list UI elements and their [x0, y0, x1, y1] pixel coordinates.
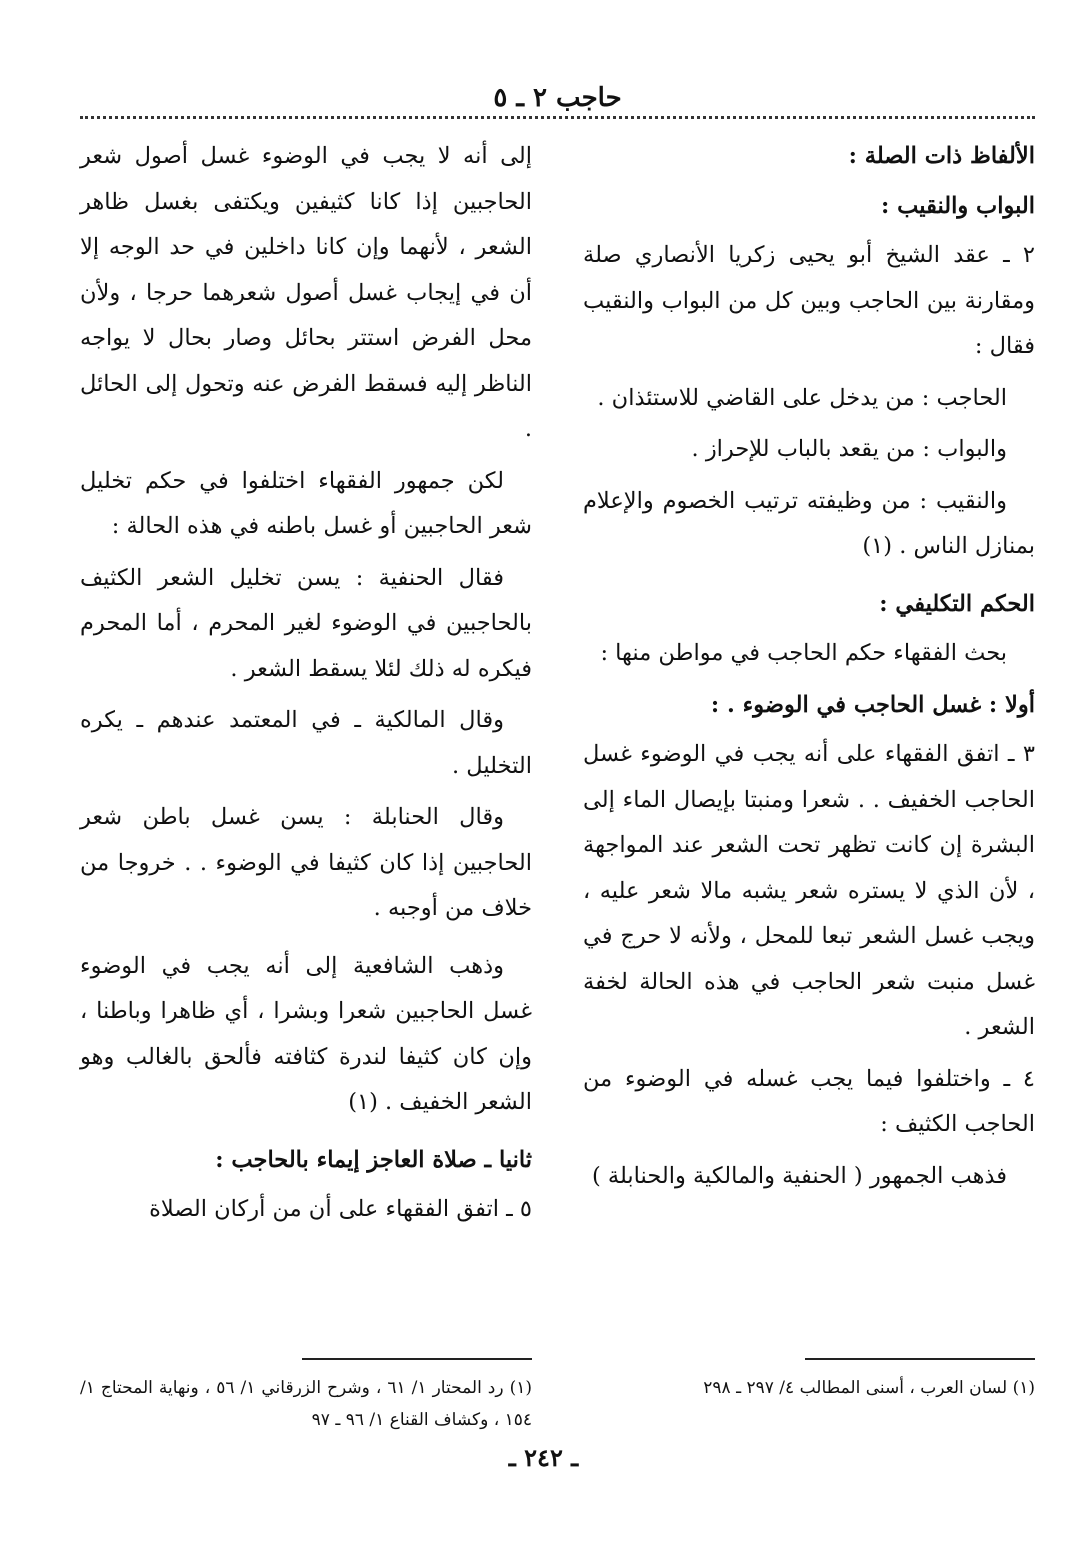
section-heading: أولا : غسل الحاجب في الوضوء . :	[710, 691, 1035, 718]
paragraph: ٥ ـ اتفق الفقهاء على أن من أركان الصلاة	[149, 1196, 532, 1222]
footnote: (١) لسان العرب ، أسنى المطالب ٤/ ٢٩٧ ـ ٢٩٨	[703, 1378, 1035, 1398]
paragraph: والنقيب : من وظيفته ترتيب الخصوم والإعلام بمنازل الناس . (١)	[583, 487, 1035, 559]
paragraph: الحاجب : من يدخل على القاضي للاستئذان .	[597, 384, 1007, 411]
section-heading: البواب والنقيب :	[881, 192, 1035, 219]
paragraph: وذهب الشافعية إلى أنه يجب في الوضوء غسل الحاجبين شعرا وبشرا ، أي ظاهرا وباطنا ، وإن كان كثيفا لندرة كثافته فألحق بالغالب وهو الشعر الخفيف . (١)	[80, 952, 532, 1115]
paragraph: وقال المالكية ـ في المعتمد عندهم ـ يكره التخليل .	[80, 707, 532, 779]
paragraph: لكن جمهور الفقهاء اختلفوا في حكم تخليل شعر الحاجبين أو غسل باطنه في هذه الحالة :	[80, 467, 532, 539]
paragraph: وقال الحنابلة : يسن غسل باطن شعر الحاجبين إذا كان كثيفا في الوضوء . . خروجا من خلاف من أوجبه .	[80, 804, 532, 921]
running-header: حاجب ٢ ـ ٥	[493, 83, 622, 113]
paragraph: فذهب الجمهور ( الحنفية والمالكية والحنابلة )	[591, 1162, 1007, 1189]
footnote-rule	[805, 1358, 1035, 1360]
left-column	[80, 134, 532, 1239]
paragraph: ٢ ـ عقد الشيخ أبو يحيى زكريا الأنصاري صلة ومقارنة بين الحاجب وبين كل من البواب والنقيب فقال :	[583, 242, 1035, 359]
header-dotted-rule	[80, 116, 1035, 119]
footnote: (١) رد المحتار ١/ ٦١ ، وشرح الزرقاني ١/ ٥٦ ، ونهاية المحتاج ١/ ١٥٤ ، وكشاف القناع ١/ ٩٦ ـ ٩٧	[80, 1378, 533, 1430]
page-number: ـ ٢٤٢ ـ	[508, 1443, 579, 1472]
paragraph: فقال الحنفية : يسن تخليل الشعر الكثيف بالحاجبين في الوضوء لغير المحرم ، أما المحرم فيكره له ذلك لئلا يسقط الشعر .	[80, 564, 532, 682]
paragraph: ٣ ـ اتفق الفقهاء على أنه يجب في الوضوء غسل الحاجب الخفيف . . شعرا ومنبتا بإيصال الماء إلى البشرة إن كانت تظهر تحت الشعر عند المواجهة ، لأن الذي لا يستره شعر يشبه مالا شعر عليه ، ويجب غسل الشعر تبعا للمحل ، ولأنه لا حرج في غسل منبت شعر الحاجب في هذه الحالة لخفة الشعر .	[583, 741, 1035, 1040]
footnote-rule	[302, 1358, 532, 1360]
paragraph: ٤ ـ واختلفوا فيما يجب غسله في الوضوء من الحاجب الكثيف :	[583, 1065, 1035, 1137]
right-column	[583, 134, 1035, 1205]
paragraph: والبواب : من يقعد بالباب للإحراز .	[691, 436, 1007, 462]
section-heading: ثانيا ـ صلاة العاجز إيماء بالحاجب :	[215, 1146, 532, 1173]
paragraph: بحث الفقهاء حكم الحاجب في مواطن منها :	[600, 640, 1007, 666]
section-heading: الألفاظ ذات الصلة :	[848, 143, 1035, 169]
paragraph: إلى أنه لا يجب في الوضوء غسل أصول شعر الحاجبين إذا كانا كثيفين ويكتفى بغسل ظاهر الشعر ، لأنهما وإن كانا داخلين في حد الوجه إلا أن في إيجاب غسل أصول شعرهما حرجا ، ولأن محل الفرض استتر بحائل وصار بحال لا يواجه الناظر إليه فسقط الفرض عنه وتحول إلى الحائل .	[80, 143, 532, 442]
section-heading: الحكم التكليفي :	[879, 590, 1035, 617]
